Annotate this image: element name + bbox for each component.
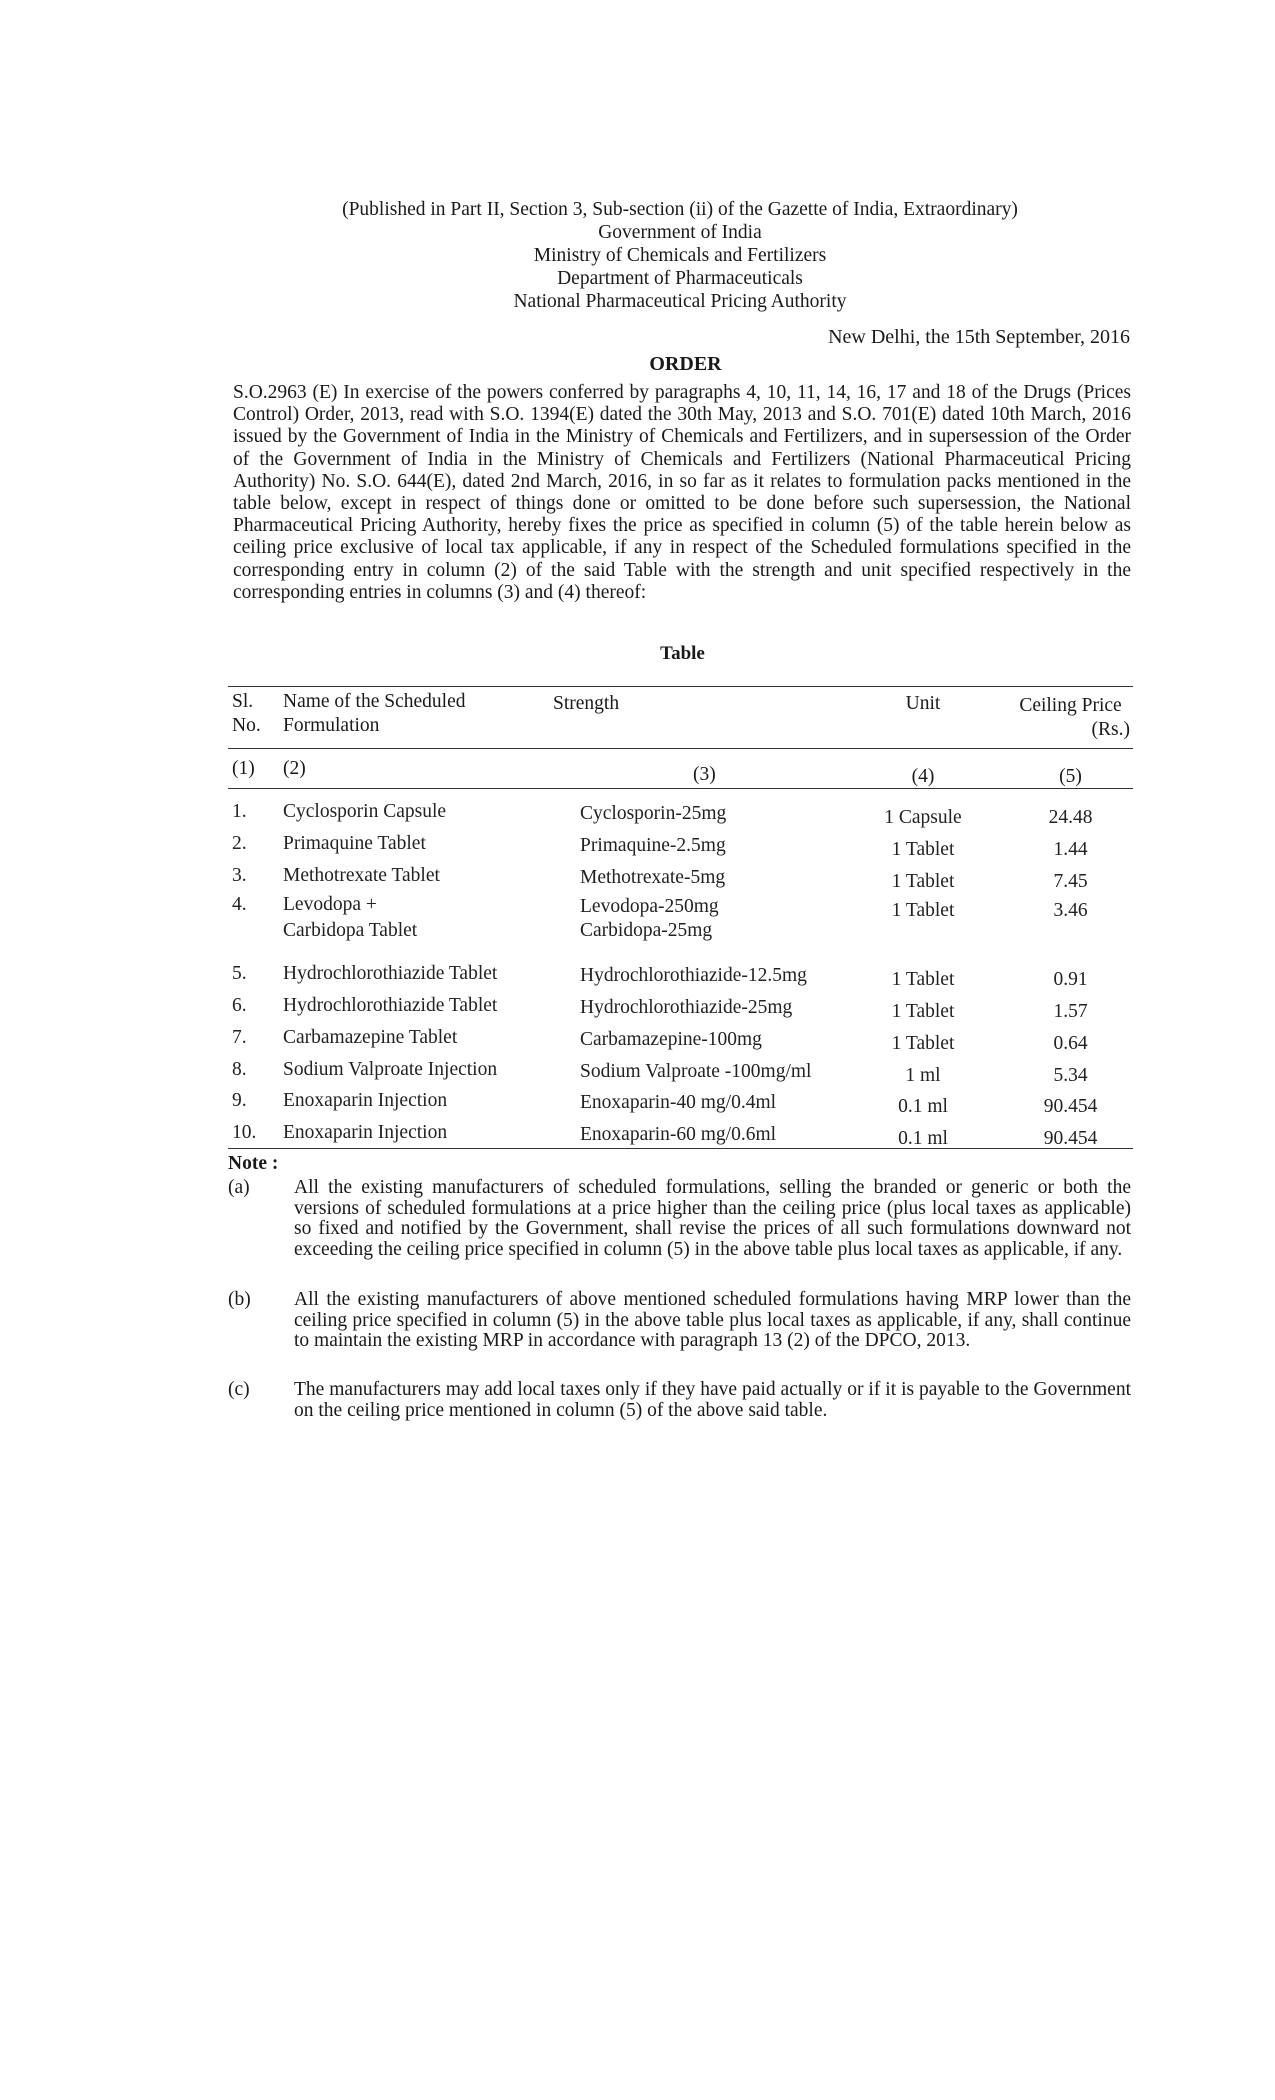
colnum-1: (1) (232, 758, 255, 779)
colnum-2: (2) (283, 758, 306, 779)
header-bottom-rule (228, 748, 1133, 749)
cell-sl-no: 8. (232, 1059, 247, 1080)
cell-unit: 1 Capsule (884, 807, 962, 828)
cell-sl-no: 4. (232, 894, 247, 915)
order-body: S.O.2963 (E) In exercise of the powers conferred by paragraphs 4, 10, 11, 14, 16, 17 and 18 of the Drugs (Prices Control) Order, 2013, read with S.O. 1394(E) dated the 30th May, 2013 and S.O. 701(E) dated 10th March, 2016 issued by the Government of India in the Ministry of Chemicals and Fertilizers, and in supersession of the Order of the Government of India in the Ministry of Chemicals and Fertilizers (National Pharmaceutical Pricing Authority) No. S.O. 644(E), dated 2nd March, 2016, in so far as it relates to formulation packs mentioned in the table below, except in respect of things done or omitted to be done before such supersession, the National Pharmaceutical Pricing Authority, hereby fixes the price as specified in column (5) of the table herein below as ceiling price exclusive of local tax applicable, if any in respect of the Scheduled formulations specified in the corresponding entry in column (2) of the said Table with the strength and unit specified respectively in the corresponding entries in columns (3) and (4) thereof: (233, 382, 1131, 603)
cell-ceiling-price: 0.91 (1053, 969, 1088, 990)
note-a-label: (a) (228, 1177, 250, 1198)
cell-unit: 1 Tablet (891, 871, 955, 892)
cell-formulation-name: Methotrexate Tablet (283, 865, 440, 886)
header-price-1: Ceiling Price (1019, 695, 1122, 716)
ministry-line: Ministry of Chemicals and Fertilizers (533, 245, 827, 266)
cell-sl-no: 9. (232, 1090, 247, 1111)
table-top-rule (228, 686, 1133, 687)
cell-sl-no: 10. (232, 1122, 257, 1143)
cell-formulation-name: Sodium Valproate Injection (283, 1059, 498, 1080)
cell-strength: Carbamazepine-100mg (580, 1029, 762, 1050)
authority-line: National Pharmaceutical Pricing Authority (513, 291, 847, 312)
cell-strength: Hydrochlorothiazide-12.5mg (580, 965, 807, 986)
cell-sl-no: 6. (232, 995, 247, 1016)
header-sl-1: Sl. (232, 691, 254, 712)
note-a-text: All the existing manufacturers of scheduled formulations, selling the branded or generic or both the versions of scheduled formulations at a price higher than the ceiling price (plus local taxes as applicable) so fixed and notified by the Government, shall revise the prices of all such formulations downward not exceeding the ceiling price specified in column (5) in the above table plus local taxes as applicable, if any. (294, 1177, 1131, 1260)
header-price-2: (Rs.) (1091, 719, 1130, 740)
table-row (228, 1026, 1133, 1056)
header-sl-2: No. (232, 715, 261, 736)
document-header (230, 198, 1130, 313)
cell-ceiling-price: 1.57 (1053, 1001, 1088, 1022)
cell-unit: 0.1 ml (898, 1096, 948, 1117)
government-line: Government of India (598, 222, 762, 243)
colnum-3: (3) (693, 764, 716, 785)
cell-unit: 1 Tablet (891, 839, 955, 860)
publication-line: (Published in Part II, Section 3, Sub-section (ii) of the Gazette of India, Extraordinary) (342, 199, 1018, 220)
cell-formulation-name-line2: Carbidopa Tablet (283, 920, 418, 941)
cell-strength: Cyclosporin-25mg (580, 803, 727, 824)
table-row (228, 1121, 1133, 1151)
note-b-text: All the existing manufacturers of above mentioned scheduled formulations having MRP lower than the ceiling price specified in column (5) in the above table plus local taxes as applicable, if any, shall continue to maintain the existing MRP in accordance with paragraph 13 (2) of the DPCO, 2013. (294, 1289, 1131, 1351)
cell-ceiling-price: 24.48 (1048, 807, 1093, 828)
cell-sl-no: 1. (232, 801, 247, 822)
table-row (228, 864, 1133, 894)
note-c-label: (c) (228, 1379, 250, 1400)
header-unit: Unit (905, 693, 941, 714)
cell-unit: 1 Tablet (891, 900, 955, 921)
cell-sl-no: 7. (232, 1027, 247, 1048)
cell-ceiling-price: 3.46 (1053, 900, 1088, 921)
table-row (228, 832, 1133, 862)
cell-strength: Enoxaparin-40 mg/0.4ml (580, 1092, 777, 1113)
cell-formulation-name: Primaquine Tablet (283, 833, 426, 854)
cell-formulation-name: Cyclosporin Capsule (283, 801, 447, 822)
cell-strength: Hydrochlorothiazide-25mg (580, 997, 793, 1018)
note-label: Note : (228, 1153, 279, 1174)
table-title: Table (660, 643, 705, 664)
cell-strength: Levodopa-250mg (580, 896, 719, 917)
cell-unit: 0.1 ml (898, 1128, 948, 1149)
cell-unit: 1 ml (905, 1065, 941, 1086)
cell-strength: Primaquine-2.5mg (580, 835, 726, 856)
cell-unit: 1 Tablet (891, 969, 955, 990)
cell-ceiling-price: 5.34 (1053, 1065, 1088, 1086)
table-row (228, 893, 1133, 941)
cell-formulation-name: Hydrochlorothiazide Tablet (283, 963, 498, 984)
colnum-bottom-rule (228, 788, 1133, 789)
cell-strength: Enoxaparin-60 mg/0.6ml (580, 1124, 777, 1145)
order-title: ORDER (649, 353, 722, 375)
cell-ceiling-price: 90.454 (1043, 1128, 1098, 1149)
cell-ceiling-price: 0.64 (1053, 1033, 1088, 1054)
cell-ceiling-price: 1.44 (1053, 839, 1088, 860)
table-row (228, 1058, 1133, 1088)
header-name-1: Name of the Scheduled (283, 691, 466, 712)
table-row (228, 962, 1133, 992)
cell-strength-line2: Carbidopa-25mg (580, 920, 713, 941)
colnum-5: (5) (1059, 766, 1082, 787)
table-row (228, 994, 1133, 1024)
cell-sl-no: 3. (232, 865, 247, 886)
cell-strength: Sodium Valproate -100mg/ml (580, 1061, 812, 1082)
cell-formulation-name: Hydrochlorothiazide Tablet (283, 995, 498, 1016)
colnum-4: (4) (911, 766, 935, 787)
cell-ceiling-price: 90.454 (1043, 1096, 1098, 1117)
cell-formulation-name: Enoxaparin Injection (283, 1122, 448, 1143)
table-row (228, 800, 1133, 830)
table-heading (0, 643, 1275, 665)
cell-ceiling-price: 7.45 (1053, 871, 1088, 892)
header-strength: Strength (553, 693, 620, 714)
cell-formulation-name: Carbamazepine Tablet (283, 1027, 458, 1048)
cell-formulation-name: Enoxaparin Injection (283, 1090, 448, 1111)
note-b-label: (b) (228, 1289, 251, 1310)
cell-strength: Methotrexate-5mg (580, 867, 726, 888)
cell-unit: 1 Tablet (891, 1033, 955, 1054)
cell-sl-no: 2. (232, 833, 247, 854)
table-row (228, 1089, 1133, 1119)
header-name-2: Formulation (283, 715, 380, 736)
cell-sl-no: 5. (232, 963, 247, 984)
cell-unit: 1 Tablet (891, 1001, 955, 1022)
cell-formulation-name: Levodopa + (283, 894, 377, 915)
order-date: New Delhi, the 15th September, 2016 (828, 326, 1130, 348)
order-heading (0, 353, 1275, 376)
note-c-text: The manufacturers may add local taxes only if they have paid actually or if it is payable to the Government on the ceiling price mentioned in column (5) of the above said table. (294, 1379, 1131, 1421)
department-line: Department of Pharmaceuticals (557, 268, 803, 289)
